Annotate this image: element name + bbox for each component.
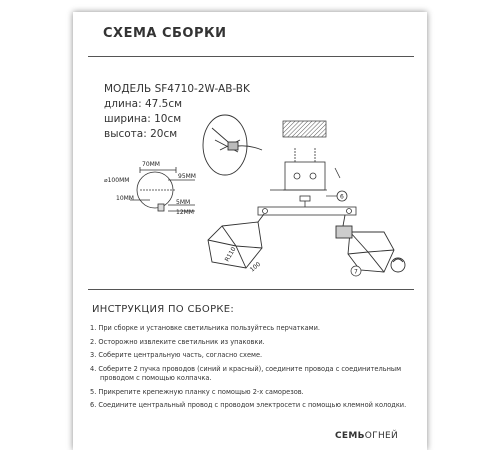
step-2: 2. Осторожно извлеките светильник из упаковки. <box>90 337 265 346</box>
dim-95: 95MM <box>178 173 196 180</box>
dim-10: 10MM <box>116 195 134 202</box>
step-1: 1. При сборке и установке светильника пользуйтесь перчатками. <box>90 324 320 332</box>
length-label: длина: 47.5см <box>104 98 183 110</box>
brand-logo-bold: СЕМЬ <box>335 431 365 441</box>
section-divider <box>88 289 414 290</box>
height-label: высота: 20см <box>104 128 178 140</box>
step-4: 4. Соберите 2 пучка проводов (синий и красный), соедините провода с соединительным <box>90 364 402 373</box>
instructions-title: ИНСТРУКЦИЯ ПО СБОРКЕ: <box>92 304 235 315</box>
central-bracket <box>270 148 340 190</box>
step-5: 5. Прикрепите крепежную планку с помощью 2-х саморезов. <box>90 387 304 396</box>
dim-70: 70MM <box>142 161 160 168</box>
page-title: СХЕМА СБОРКИ <box>103 26 227 41</box>
step-3: 3. Соберите центральную часть, согласно схеме. <box>90 351 263 359</box>
model-label: МОДЕЛЬ SF4710-2W-AB-BK <box>104 83 250 95</box>
mounting-plate <box>283 121 326 137</box>
callout-6 <box>326 191 347 201</box>
step-6: 6. Соедините центральный провод с проводом электросети с помощью клемной колодки. <box>90 401 407 409</box>
brand-logo <box>335 431 398 441</box>
dim-100: ⌀100MM <box>104 177 130 184</box>
left-spot-shade <box>208 214 264 268</box>
step-4-continued: проводом с помощью колпачка. <box>100 374 212 382</box>
width-label: ширина: 10см <box>104 113 182 125</box>
callout-6-label: 6 <box>340 193 344 201</box>
instructions-list <box>90 324 420 415</box>
dim-100b: 100 <box>248 260 263 274</box>
dim-r110: R110 <box>223 245 238 263</box>
canopy-wiring <box>203 115 262 175</box>
brand-logo-light: ОГНЕЙ <box>364 431 399 441</box>
dim-5: 5MM <box>176 199 191 206</box>
right-spot-shade <box>336 215 405 272</box>
dim-12: 12MM <box>176 209 194 216</box>
callout-7-label: 7 <box>354 268 358 276</box>
